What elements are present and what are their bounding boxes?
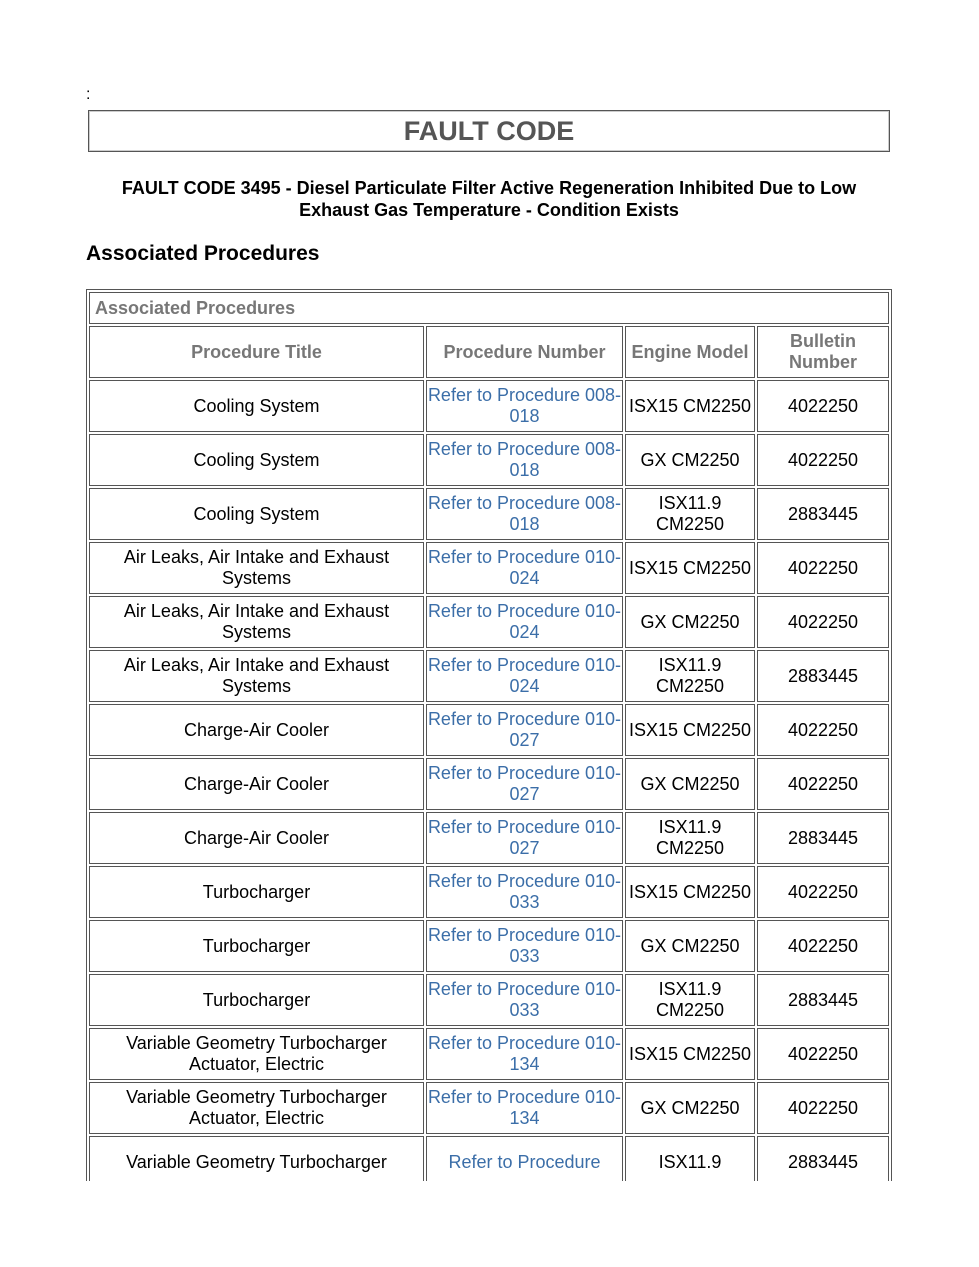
- table-row: [89, 434, 889, 486]
- bulletin-number-cell: 4022250: [787, 881, 859, 902]
- procedure-link-cell: [426, 812, 623, 864]
- leading-colon: :: [86, 86, 91, 103]
- procedure-title-cell-cell: [89, 1136, 424, 1181]
- engine-model-cell-cell: [625, 1082, 755, 1134]
- procedure-link[interactable]: Refer to Procedure 010-024: [427, 655, 622, 696]
- procedure-link-cell: [426, 704, 623, 756]
- procedure-title-cell-cell: [89, 866, 424, 918]
- procedure-link[interactable]: Refer to Procedure 010-024: [427, 601, 622, 642]
- bulletin-number-cell-cell: [757, 704, 889, 756]
- table-row: [89, 488, 889, 540]
- procedure-title-cell: Variable Geometry Turbocharger: [126, 1151, 387, 1172]
- procedure-link[interactable]: Refer to Procedure 008-018: [427, 385, 622, 426]
- bulletin-number-cell: 4022250: [787, 773, 859, 794]
- engine-model-cell-cell: [625, 758, 755, 810]
- bulletin-number-cell-cell: [757, 380, 889, 432]
- procedure-title-cell: Charge-Air Cooler: [183, 827, 330, 848]
- fault-code-banner: FAULT CODE: [88, 110, 890, 152]
- bulletin-number-cell: 2883445: [787, 827, 859, 848]
- table-row: [89, 380, 889, 432]
- bulletin-number-cell-cell: [757, 758, 889, 810]
- table-row: [89, 596, 889, 648]
- bulletin-number-cell-cell: [757, 1028, 889, 1080]
- bulletin-number-cell: 4022250: [787, 449, 859, 470]
- engine-model-cell: ISX15 CM2250: [628, 557, 752, 578]
- table-row: [89, 974, 889, 1026]
- bulletin-number-cell-cell: [757, 1136, 889, 1181]
- bulletin-number-cell-cell: [757, 866, 889, 918]
- table-row: [89, 1082, 889, 1134]
- procedure-title-cell-cell: [89, 1028, 424, 1080]
- procedure-title-cell-cell: [89, 974, 424, 1026]
- engine-model-cell: ISX11.9 CM2250: [655, 817, 725, 858]
- procedure-title-cell: Charge-Air Cooler: [183, 719, 330, 740]
- procedure-title-cell: Turbocharger: [202, 881, 311, 902]
- header-engine-model: Engine Model: [625, 326, 755, 378]
- engine-model-cell-cell: [625, 380, 755, 432]
- procedure-title-cell-cell: [89, 488, 424, 540]
- header-bulletin-number: Bulletin Number: [757, 326, 889, 378]
- procedure-title-cell-cell: [89, 380, 424, 432]
- bulletin-number-cell: 4022250: [787, 611, 859, 632]
- engine-model-cell: ISX15 CM2250: [628, 395, 752, 416]
- engine-model-cell: ISX15 CM2250: [628, 1043, 752, 1064]
- table-row: [89, 650, 889, 702]
- procedure-link[interactable]: Refer to Procedure 010-027: [427, 709, 622, 750]
- bulletin-number-cell: 4022250: [787, 1043, 859, 1064]
- bulletin-number-cell: 4022250: [787, 557, 859, 578]
- engine-model-cell: ISX11.9 CM2250: [655, 655, 725, 696]
- bulletin-number-cell-cell: [757, 974, 889, 1026]
- procedures-table-container: [86, 289, 892, 1181]
- bulletin-number-cell-cell: [757, 1082, 889, 1134]
- engine-model-cell: ISX11.9: [658, 1151, 722, 1172]
- table-body: [89, 380, 889, 1181]
- bulletin-number-cell-cell: [757, 434, 889, 486]
- engine-model-cell-cell: [625, 434, 755, 486]
- header-procedure-title: Procedure Title: [89, 326, 424, 378]
- table-row: [89, 542, 889, 594]
- procedure-title-cell: Air Leaks, Air Intake and Exhaust Systems: [123, 547, 390, 588]
- table-row: [89, 1028, 889, 1080]
- engine-model-cell-cell: [625, 812, 755, 864]
- engine-model-cell-cell: [625, 650, 755, 702]
- procedure-link-cell: [426, 542, 623, 594]
- table-row: [89, 758, 889, 810]
- procedure-title-cell: Cooling System: [193, 395, 320, 416]
- engine-model-cell-cell: [625, 596, 755, 648]
- procedure-title-cell-cell: [89, 758, 424, 810]
- procedure-link[interactable]: Refer to Procedure 008-018: [427, 493, 622, 534]
- procedure-link[interactable]: Refer to Procedure 010-024: [427, 547, 622, 588]
- procedure-link-cell: [426, 434, 623, 486]
- procedure-link-cell: [426, 488, 623, 540]
- bulletin-number-cell: 2883445: [787, 503, 859, 524]
- procedure-link-cell: [426, 974, 623, 1026]
- engine-model-cell-cell: [625, 542, 755, 594]
- procedure-link[interactable]: Refer to Procedure 010-134: [427, 1087, 622, 1128]
- engine-model-cell: ISX11.9 CM2250: [655, 493, 725, 534]
- procedure-title-cell: Charge-Air Cooler: [183, 773, 330, 794]
- bulletin-number-cell: 2883445: [787, 665, 859, 686]
- engine-model-cell-cell: [625, 488, 755, 540]
- fault-code-title: FAULT CODE 3495 - Diesel Particulate Filter Active Regeneration Inhibited Due to Low Exhaust Gas Temperature - Condition Exists: [121, 178, 857, 220]
- engine-model-cell: GX CM2250: [640, 611, 740, 632]
- section-heading: Associated Procedures: [86, 242, 320, 265]
- procedure-link[interactable]: Refer to Procedure 008-018: [427, 439, 622, 480]
- engine-model-cell: GX CM2250: [640, 1097, 740, 1118]
- procedure-link-cell: [426, 650, 623, 702]
- procedure-title-cell-cell: [89, 650, 424, 702]
- bulletin-number-cell-cell: [757, 596, 889, 648]
- bulletin-number-cell: 4022250: [787, 935, 859, 956]
- table-row: [89, 812, 889, 864]
- procedure-link-cell: [426, 1136, 623, 1181]
- table-row: [89, 704, 889, 756]
- procedure-title-cell: Cooling System: [193, 449, 320, 470]
- procedure-title-cell: Air Leaks, Air Intake and Exhaust Systems: [123, 655, 390, 696]
- engine-model-cell: ISX11.9 CM2250: [655, 979, 725, 1020]
- bulletin-number-cell-cell: [757, 488, 889, 540]
- engine-model-cell-cell: [625, 1028, 755, 1080]
- procedure-title-cell: Variable Geometry Turbocharger Actuator, Electric: [126, 1033, 387, 1074]
- procedure-link-cell: [426, 380, 623, 432]
- engine-model-cell: GX CM2250: [640, 935, 740, 956]
- procedure-link-cell: [426, 866, 623, 918]
- procedure-title-cell-cell: [89, 596, 424, 648]
- bulletin-number-cell-cell: [757, 650, 889, 702]
- bulletin-number-cell-cell: [757, 812, 889, 864]
- procedure-link-cell: [426, 758, 623, 810]
- procedure-link-cell: [426, 920, 623, 972]
- table-row: [89, 866, 889, 918]
- procedure-link-cell: [426, 1028, 623, 1080]
- procedure-title-cell: Turbocharger: [202, 935, 311, 956]
- bulletin-number-cell-cell: [757, 542, 889, 594]
- engine-model-cell: ISX15 CM2250: [628, 719, 752, 740]
- table-caption: Associated Procedures: [89, 292, 889, 324]
- procedure-title-cell-cell: [89, 434, 424, 486]
- procedure-title-cell: Air Leaks, Air Intake and Exhaust Systems: [123, 601, 390, 642]
- bulletin-number-cell: 4022250: [787, 719, 859, 740]
- header-procedure-number: Procedure Number: [426, 326, 623, 378]
- procedure-title-cell-cell: [89, 1082, 424, 1134]
- engine-model-cell-cell: [625, 1136, 755, 1181]
- engine-model-cell: ISX15 CM2250: [628, 881, 752, 902]
- procedure-title-cell-cell: [89, 812, 424, 864]
- table-row: [89, 920, 889, 972]
- bulletin-number-cell: 4022250: [787, 1097, 859, 1118]
- engine-model-cell: GX CM2250: [640, 449, 740, 470]
- procedure-link[interactable]: Refer to Procedure 010-033: [427, 925, 622, 966]
- procedure-link[interactable]: Refer to Procedure: [448, 1151, 601, 1172]
- engine-model-cell-cell: [625, 974, 755, 1026]
- procedure-title-cell-cell: [89, 920, 424, 972]
- engine-model-cell-cell: [625, 704, 755, 756]
- engine-model-cell: GX CM2250: [640, 773, 740, 794]
- procedure-link-cell: [426, 596, 623, 648]
- table-row: [89, 1136, 889, 1181]
- bulletin-number-cell-cell: [757, 920, 889, 972]
- procedure-link-cell: [426, 1082, 623, 1134]
- procedure-title-cell: Turbocharger: [202, 989, 311, 1010]
- procedure-link[interactable]: Refer to Procedure 010-134: [427, 1033, 622, 1074]
- procedure-link[interactable]: Refer to Procedure 010-033: [427, 979, 622, 1020]
- engine-model-cell-cell: [625, 920, 755, 972]
- procedure-link[interactable]: Refer to Procedure 010-027: [427, 763, 622, 804]
- procedure-title-cell-cell: [89, 704, 424, 756]
- procedure-title-cell-cell: [89, 542, 424, 594]
- bulletin-number-cell: 2883445: [787, 989, 859, 1010]
- procedures-table: [86, 289, 892, 1181]
- bulletin-number-cell: 2883445: [787, 1151, 859, 1172]
- procedure-title-cell: Variable Geometry Turbocharger Actuator, Electric: [126, 1087, 387, 1128]
- engine-model-cell-cell: [625, 866, 755, 918]
- procedure-link[interactable]: Refer to Procedure 010-027: [427, 817, 622, 858]
- bulletin-number-cell: 4022250: [787, 395, 859, 416]
- procedure-title-cell: Cooling System: [193, 503, 320, 524]
- procedure-link[interactable]: Refer to Procedure 010-033: [427, 871, 622, 912]
